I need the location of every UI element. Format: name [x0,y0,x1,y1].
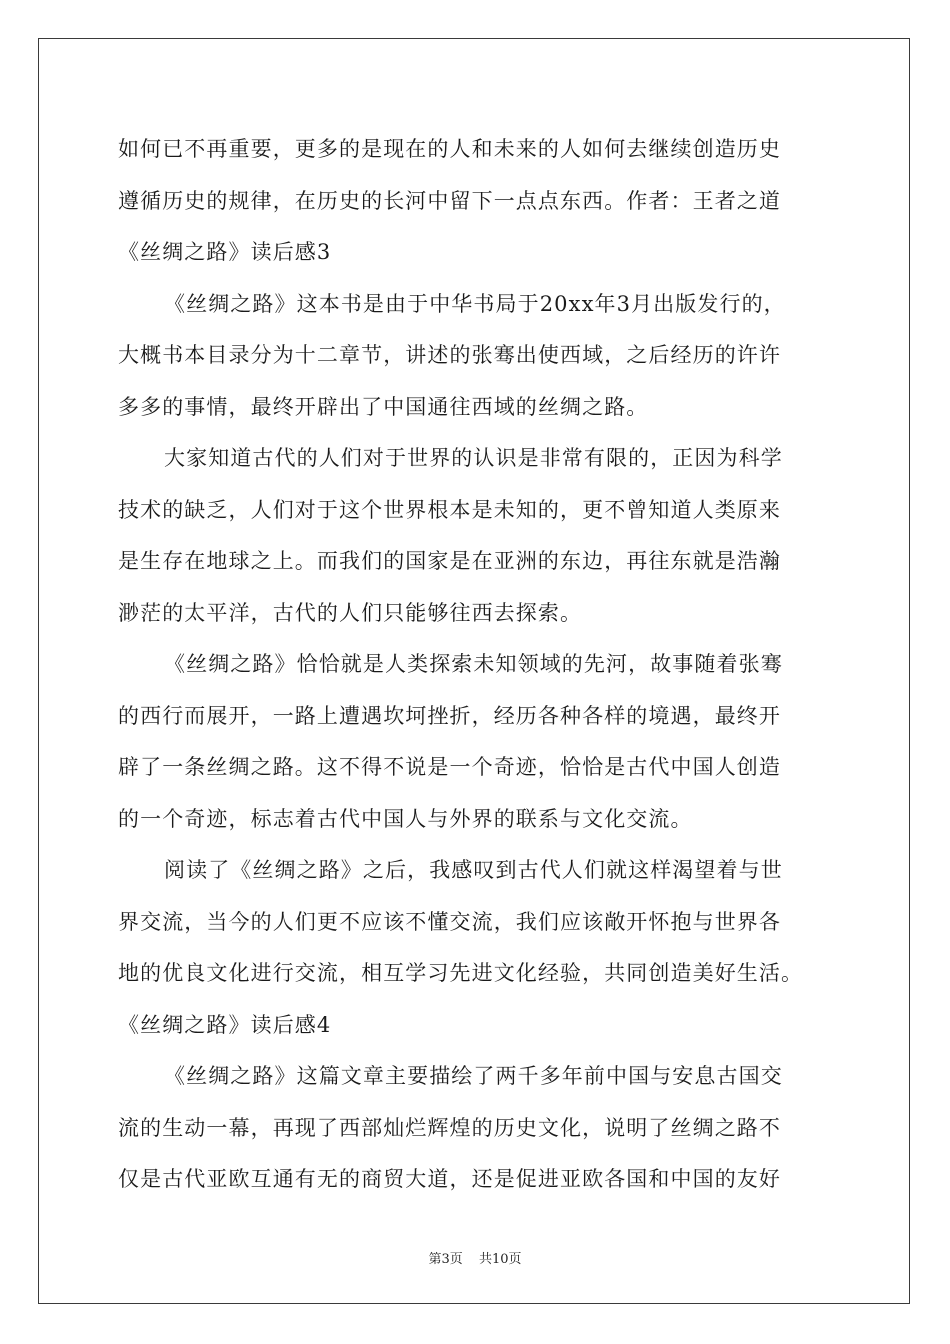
text-line: 辟了一条丝绸之路。这不得不说是一个奇迹，恰恰是古代中国人创造 [118,755,781,779]
text-line: 大家知道古代的人们对于世界的认识是非常有限的，正因为科学 [164,446,783,470]
text-line: 阅读了《丝绸之路》之后，我感叹到古代人们就这样渴望着与世 [164,858,783,882]
page-total: 共10页 [478,1252,522,1267]
page-number: 第3页 [428,1252,463,1267]
text-line: 仅是古代亚欧互通有无的商贸大道，还是促进亚欧各国和中国的友好 [118,1167,781,1191]
text-line: 流的生动一幕，再现了西部灿烂辉煌的历史文化，说明了丝绸之路不 [118,1115,781,1140]
text-line: 《丝绸之路》这本书是由于中华书局于20xx年3月出版发行的， [164,291,786,316]
text-line: 大概书本目录分为十二章节，讲述的张骞出使西域，之后经历的许许 [118,343,781,367]
text-line: 如何已不再重要，更多的是现在的人和未来的人如何去继续创造历史 [118,137,781,161]
text-line: 是生存在地球之上。而我们的国家是在亚洲的东边，再往东就是浩瀚 [118,549,781,573]
document-body [118,124,858,1206]
text-line: 《丝绸之路》恰恰就是人类探索未知领域的先河，故事随着张骞 [164,652,783,676]
text-line: 《丝绸之路》这篇文章主要描绘了两千多年前中国与安息古国交 [164,1064,783,1088]
text-line: 遵循历史的规律，在历史的长河中留下一点点东西。作者：王者之道 [118,188,781,213]
text-line: 的西行而展开，一路上遭遇坎坷挫折，经历各种各样的境遇，最终开 [118,703,781,728]
page-footer [0,1248,950,1267]
section-heading: 《丝绸之路》读后感4 [118,1012,332,1037]
text-line: 的一个奇迹，标志着古代中国人与外界的联系与文化交流。 [118,806,693,831]
text-line: 地的优良文化进行交流，相互学习先进文化经验，共同创造美好生活。 [118,961,804,985]
text-line: 多多的事情，最终开辟出了中国通往西域的丝绸之路。 [118,394,649,419]
section-heading: 《丝绸之路》读后感3 [118,240,332,264]
text-line: 界交流，当今的人们更不应该不懂交流，我们应该敞开怀抱与世界各 [118,909,781,934]
text-line: 技术的缺乏，人们对于这个世界根本是未知的，更不曾知道人类原来 [118,497,781,522]
text-line: 渺茫的太平洋，古代的人们只能够往西去探索。 [118,600,583,625]
